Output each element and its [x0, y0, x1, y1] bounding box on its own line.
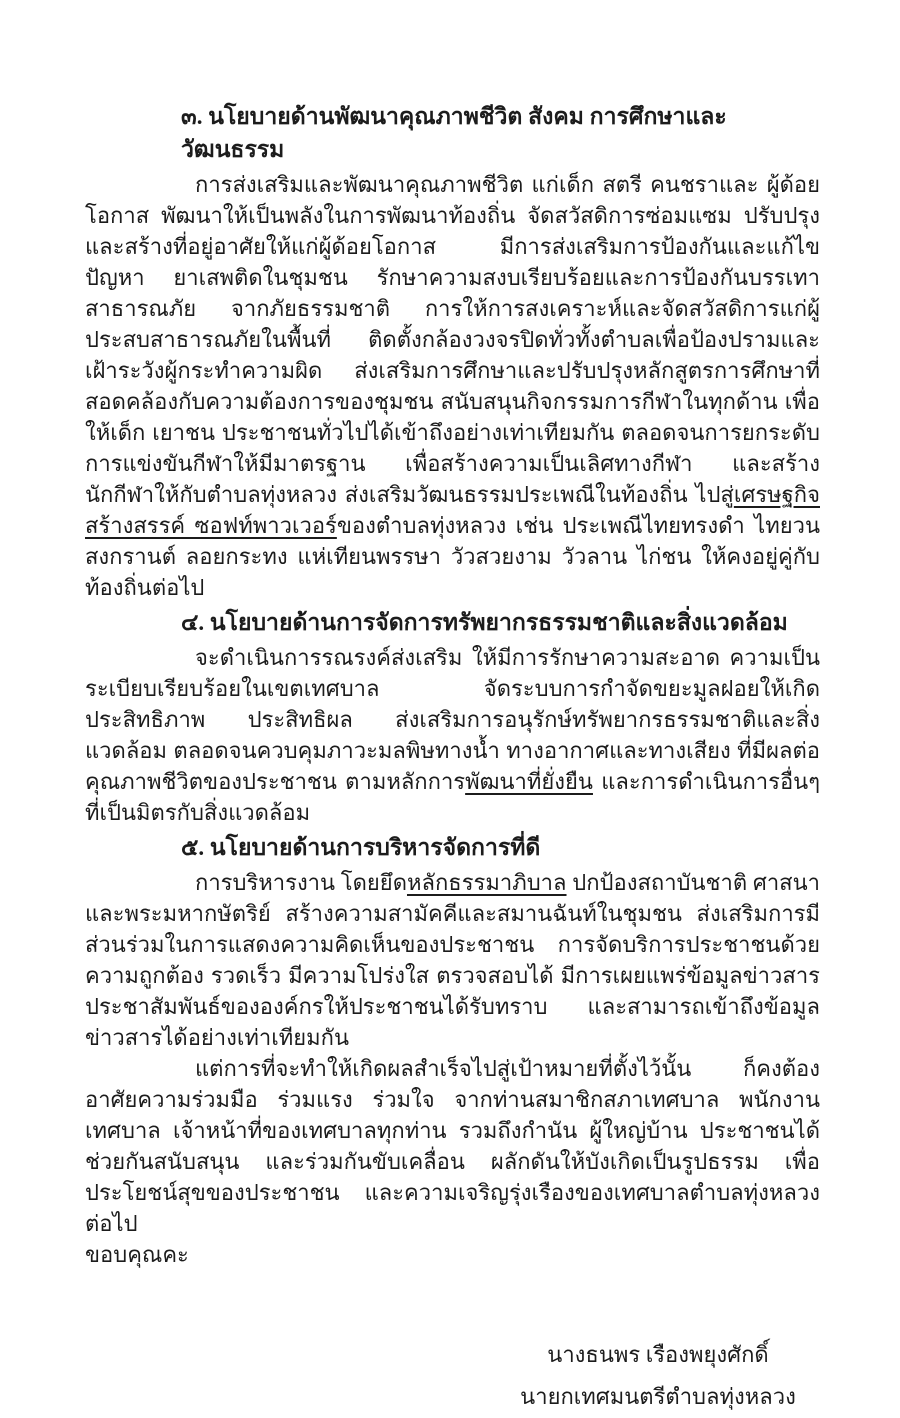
text-segment: ปกป้องสถาบันชาติ ศาสนา และพระมหากษัตริย์ สร้างความสามัคคีและสมานฉันท์ในชุมชน ส่งเสริมการมีส่วนร่วมในการแสดงความคิดเห็นของประชาชน การจัดบริการประชาชนด้วยความถูกต้อง รวดเร็ว มีความโปร่งใส ตรวจสอบได้ มีการเผยแพร่ข้อมูลข่าวสาร ประชาสัมพันธ์ขององค์กรให้ประชาชนได้รับทราบ และสามารถเข้าถึงข้อมูลข่าวสารได้อย่างเท่าเทียมกัน: [85, 870, 820, 1050]
text-segment: การส่งเสริมและพัฒนาคุณภาพชีวิต แก่เด็ก สตรี คนชราและ ผู้ด้อยโอกาส พัฒนาให้เป็นพลังในการพัฒนาท้องถิ่น จัดสวัสดิการซ่อมแซม ปรับปรุงและสร้างที่อยู่อาศัยให้แก่ผู้ด้อยโอกาส มีการส่งเสริมการป้องกันและแก้ไขปัญหา ยาเสพติดในชุมชน รักษาความสงบเรียบร้อยและการป้องกันบรรเทาสาธารณภัย จากภัยธรรมชาติ การให้การสงเคราะห์และจัดสวัสดิการแก่ผู้ประสบสาธารณภัยในพื้นที่ ติดตั้งกล้องวงจรปิดทั่วทั้งตำบลเพื่อป้องปรามและเฝ้าระวังผู้กระทำความผิด ส่งเสริมการศึกษาและปรับปรุงหลักสูตรการศึกษาที่สอดคล้องกับความต้องการของชุมชน สนับสนุนกิจกรรมการกีฬาในทุกด้าน เพื่อให้เด็ก เยาชน ประชาชนทั่วไปได้เข้าถึงอย่างเท่าเทียมกัน ตลอดจนการยกระดับการแข่งขันกีฬาให้มีมาตรฐาน เพื่อสร้างความเป็นเลิศทางกีฬา และสร้างนักกีฬาให้กับตำบลทุ่งหลวง ส่งเสริมวัฒนธรรมประเพณีในท้องถิ่น ไปสู่: [85, 172, 820, 507]
text-segment: ของตำบลทุ่งหลวง เช่น ประเพณีไทยทรงดำ ไทยวน สงกรานต์ ลอยกระทง แห่เทียนพรรษา วัวสวยงาม วัวลาน ไก่ชน ให้คงอยู่คู่กับท้องถิ่นต่อไป: [85, 513, 820, 600]
text-segment: การบริหารงาน โดยยึด: [195, 870, 407, 895]
closing-thanks-line: ขอบคุณคะ: [85, 1242, 189, 1267]
underlined-phrase: หลักธรรมาภิบาล: [406, 870, 567, 895]
signature-block: [518, 1334, 798, 1418]
signatory-title: นายกเทศมนตรีตำบลทุ่งหลวง: [520, 1384, 796, 1409]
paragraph-closing: [85, 1053, 820, 1239]
underlined-phrase: พัฒนาที่ยั่งยืน: [465, 769, 593, 794]
text-segment: และการดำเนินการอื่นๆที่เป็นมิตรกับสิ่งแวดล้อม: [85, 769, 821, 825]
section-heading-4-environment: ๔. นโยบายด้านการจัดการทรัพยากรธรรมชาติและสิ่งแวดล้อม: [181, 610, 788, 635]
section-heading-5-good-governance: ๕. นโยบายด้านการบริหารจัดการที่ดี: [181, 835, 541, 860]
paragraph-environment: [85, 642, 820, 828]
paragraph-good-governance: [85, 867, 820, 1053]
text-segment: แต่การที่จะทำให้เกิดผลสำเร็จไปสู่เป้าหมายที่ตั้งไว้นั้น ก็คงต้องอาศัยความร่วมมือ ร่วมแรง ร่วมใจ จากท่านสมาชิกสภาเทศบาล พนักงานเทศบาล เจ้าหน้าที่ของเทศบาลทุกท่าน รวมถึงกำนัน ผู้ใหญ่บ้าน ประชาชนได้ช่วยกันสนับสนุน และร่วมกันขับเคลื่อน ผลักดันให้บังเกิดเป็นรูปธรรม เพื่อประโยชน์สุขของประชาชน และความเจริญรุ่งเรืองของเทศบาลตำบลทุ่งหลวงต่อไป: [85, 1056, 820, 1236]
paragraph-quality-of-life: [85, 169, 820, 603]
text-segment: จะดำเนินการรณรงค์ส่งเสริม ให้มีการรักษาความสะอาด ความเป็นระเบียบเรียบร้อยในเขตเทศบาล จัดระบบการกำจัดขยะมูลฝอยให้เกิดประสิทธิภาพ ประสิทธิผล ส่งเสริมการอนุรักษ์ทรัพยากรธรรมชาติและสิ่งแวดล้อม ตลอดจนควบคุมภาวะมลพิษทางน้ำ ทางอากาศและทางเสียง ที่มีผลต่อคุณภาพชีวิตของประชาชน ตามหลักการ: [85, 645, 820, 794]
signatory-name: นางธนพร เรืองพยุงศักดิ์: [547, 1342, 769, 1367]
section-heading-3-quality-of-life: ๓. นโยบายด้านพัฒนาคุณภาพชีวิต สังคม การศึกษาและวัฒนธรรม: [181, 104, 727, 162]
underlined-phrase: เศรษฐกิจสร้างสรรค์ ซอฟท์พาวเวอร์: [85, 482, 820, 538]
